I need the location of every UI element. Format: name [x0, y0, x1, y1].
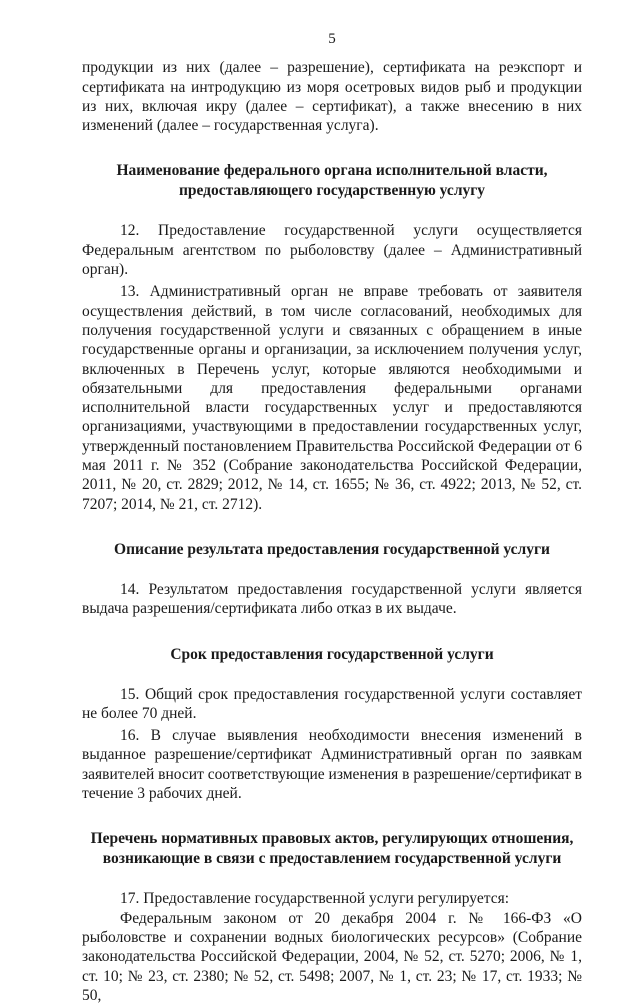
paragraph-15: 15. Общий срок предоставления государственной услуги составляет не более 70 дней. — [82, 685, 582, 722]
intro-paragraph: продукции из них (далее – разрешение), сертификата на реэкспорт и сертификата на интродукцию из моря осетровых видов рыб и продукции из них, включая икру (далее – сертификат), а также внесению в них изменений (далее – государственная услуга). — [82, 59, 582, 135]
paragraph-federal-law: Федеральным законом от 20 декабря 2004 г. № 166-ФЗ «О рыболовстве и сохранении водных биологических ресурсов» (Собрание законодательства Российской Федерации, 2004, № 52, ст. 5270; 2006, № 1, ст. 10; № 23, ст. 2380; № 52, ст. 5498; 2007, № 1, ст. 23; № 17, ст. 1933; № 50, — [82, 909, 582, 1004]
section-heading-authority: Наименование федерального органа исполнительной власти, предоставляющего государственную услугу — [116, 162, 548, 200]
section-heading-legal-acts: Перечень нормативных правовых актов, регулирующих отношения, возникающие в связи с предоставлением государственной услуги — [90, 830, 574, 868]
paragraph-17: 17. Предоставление государственной услуги регулируется: — [120, 890, 510, 908]
paragraph-16: 16. В случае выявления необходимости внесения изменений в выданное разрешение/сертификат Административный орган по заявкам заявителей вносит соответствующие изменения в разрешение/сертификат в течение 3 рабочих дней. — [82, 727, 582, 803]
paragraph-12: 12. Предоставление государственной услуги осуществляется Федеральным агентством по рыболовству (далее – Административный орган). — [82, 222, 582, 279]
page-number: 5 — [328, 31, 336, 47]
document-page — [82, 30, 582, 1005]
paragraph-14: 14. Результатом предоставления государственной услуги является выдача разрешения/сертификата либо отказ в их выдаче. — [82, 580, 582, 618]
paragraph-13: 13. Административный орган не вправе требовать от заявителя осуществления действий, в том числе согласований, необходимых для получения государственной услуги и связанных с обращением в иные государственные органы и организации, за исключением получения услуг, включенных в Перечень услуг, которые являются необходимыми и обязательными для предоставления федеральными органами исполнительной власти государственных услуг и предоставляются организациями, участвующими в предоставлении государственных услуг, утвержденный постановлением Правительства Российской Федерации от 6 мая 2011 г. № 352 (Собрание законодательства Российской Федерации, 2011, № 20, ст. 2829; 2012, № 14, ст. 1655; № 36, ст. 4922; 2013, № 52, ст. 7207; 2014, № 21, ст. 2712). — [82, 283, 582, 513]
section-heading-result: Описание результата предоставления государственной услуги — [114, 540, 550, 558]
section-heading-term: Срок предоставления государственной услуги — [170, 645, 494, 663]
